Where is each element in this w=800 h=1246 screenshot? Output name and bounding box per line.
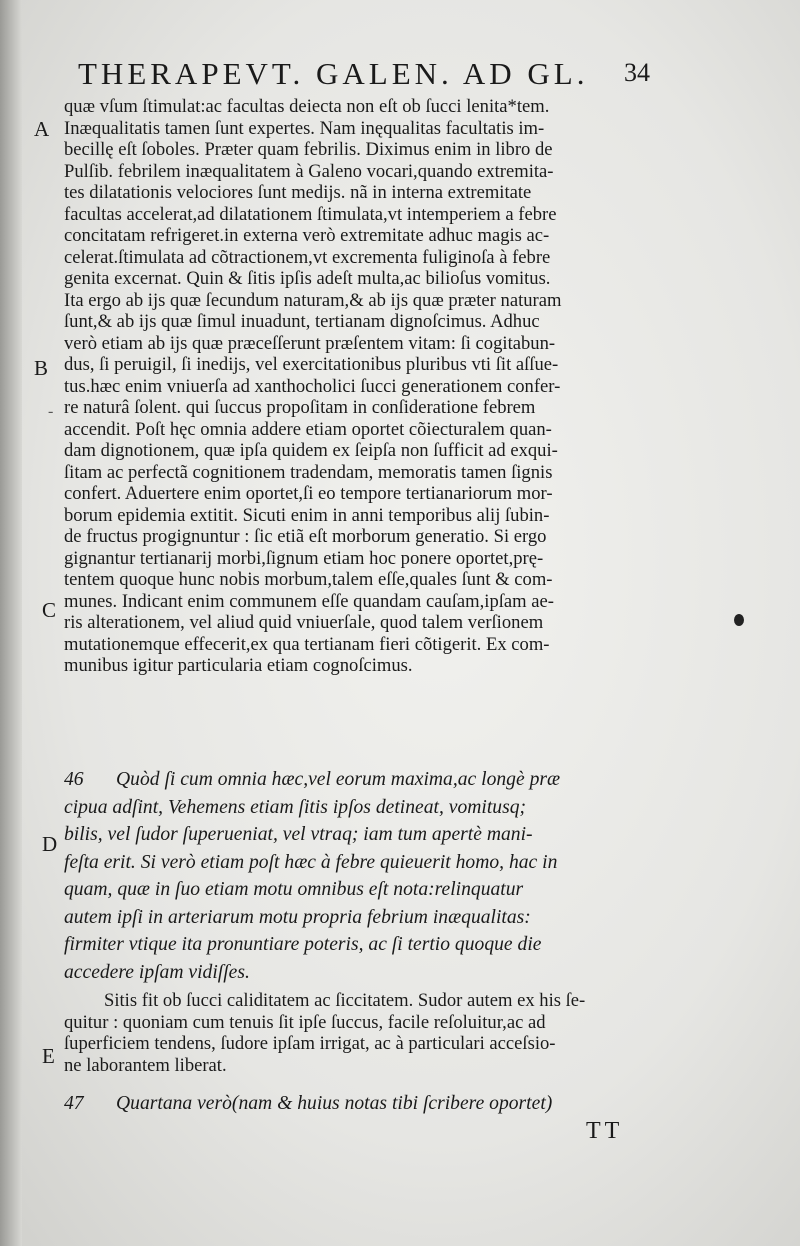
page-number: 34 <box>624 58 650 87</box>
text-line: ſunt,& ab ijs quæ ſimul inuadunt, tertianam dignoſcimus. Adhuc <box>64 311 540 332</box>
margin-letter-b: B <box>34 356 49 380</box>
text-line: gignantur tertianarij morbi,ſignum etiam hoc ponere oportet,prę- <box>64 547 544 569</box>
running-header: THERAPEVT. GALEN. AD GL. <box>78 56 589 91</box>
text-line: verò etiam ab ijs quæ præceſſerunt præſentem vitam: ſi cogitabun- <box>64 332 556 354</box>
italic-text: feſta erit. Si verò etiam poſt hæc à febre quieuerit homo, hac in <box>64 851 558 873</box>
text-line: tus.hæc enim vniuerſa ad xanthocholici ſucci generationem confer- <box>64 375 561 397</box>
text-line: becillę eſt ſoboles. Præter quam febrilis. Diximus enim in libro de <box>64 139 553 160</box>
italic-text-line <box>64 821 684 849</box>
text-line: mutationemque effecerit,ex qua tertianam fieri cõtigerit. Ex com- <box>64 633 550 655</box>
text-line: re naturâ ſolent. qui ſuccus propoſitam in conſideratione febrem <box>64 397 536 418</box>
text-line: ſitam ac perfectã cognitionem tradendam, memoratis tamen ſignis <box>64 461 553 483</box>
text-line: munibus igitur particularia etiam cognoſcimus. <box>64 655 413 676</box>
text-line: concitatam refrigeret.in externa verò extremitate adhuc magis ac- <box>64 225 550 246</box>
text-line: Inæqualitatis tamen ſunt expertes. Nam inęqualitas facultatis im- <box>64 117 545 139</box>
italic-text-line <box>64 959 684 987</box>
margin-letter-d: D <box>42 832 58 856</box>
italic-text-line <box>64 876 684 904</box>
text-line: quitur : quoniam cum tenuis ſit ipſe ſuccus, facile reſoluitur,ac ad <box>64 1011 546 1033</box>
catchword: TT <box>586 1118 624 1144</box>
text-line: ris alterationem, vel aliud quid vniuerſale, quod talem verſionem <box>64 612 544 633</box>
italic-text-line <box>64 904 684 932</box>
section-number: 46 <box>64 769 84 790</box>
margin-letter-a: A <box>34 117 50 141</box>
section-number: 47 <box>64 1093 84 1114</box>
ink-blot <box>734 614 744 626</box>
text-line: tes dilatationis velociores ſunt medijs. nã in interna extremitate <box>64 182 532 203</box>
text-line: dus, ſi peruigil, ſi inedijs, vel exercitationibus pluribus vti ſit aſſue- <box>64 354 559 375</box>
text-line: accendit. Poſt hęc omnia addere etiam oportet cõiecturalem quan- <box>64 418 552 440</box>
italic-text-line <box>64 1090 684 1118</box>
pencil-mark: - <box>48 403 54 420</box>
text-line: confert. Aduertere enim oportet,ſi eo tempore tertianariorum mor- <box>64 483 553 504</box>
text-line: munes. Indicant enim communem eſſe quandam cauſam,ipſam ae- <box>64 590 554 612</box>
text-line: facultas accelerat,ad dilatationem ſtimulata,vt intemperiem a febre <box>64 203 557 225</box>
italic-text-line <box>64 794 684 822</box>
text-line: celerat.ſtimulata ad cõtractionem,vt excrementa fuliginoſa à febre <box>64 246 551 268</box>
text-line: Ita ergo ab ijs quæ ſecundum naturam,& ab ijs quæ præter naturam <box>64 289 562 311</box>
section-47 <box>64 1090 684 1118</box>
text-line: ne laborantem liberat. <box>64 1054 227 1076</box>
text-line: de fructus progignuntur : ſic etiã eſt morborum generatio. Si ergo <box>64 526 547 547</box>
italic-text: cipua adſint, Vehemens etiam ſitis ipſos detineat, vomitusq; <box>64 796 527 818</box>
text-line: quæ vſum ſtimulat:ac facultas deiecta non eſt ob ſucci lenita*tem. <box>64 96 550 117</box>
italic-text: firmiter vtique ita pronuntiare poteris, ac ſi tertio quoque die <box>64 934 542 955</box>
italic-text: quam, quæ in ſuo etiam motu omnibus eſt nota:relinquatur <box>64 879 524 900</box>
italic-text: Quartana verò(nam & huius notas tibi ſcribere oportet) <box>116 1093 553 1114</box>
margin-letter-e: E <box>42 1044 55 1068</box>
body-text-1 <box>64 96 684 677</box>
text-line: Sitis fit ob ſucci caliditatem ac ſiccitatem. Sudor autem ex his ſe- <box>104 990 586 1011</box>
section-46 <box>64 766 684 986</box>
italic-text-line <box>64 849 684 877</box>
margin-letter-c: C <box>42 598 57 622</box>
text-line: Pulſib. febrilem inæqualitatem à Galeno vocari,quando extremita- <box>64 160 554 182</box>
italic-text: Quòd ſi cum omnia hæc,vel eorum maxima,ac longè præ <box>116 769 561 790</box>
body-text-2 <box>64 990 684 1076</box>
text-line: dam dignotionem, quæ ipſa quidem ex ſeipſa non ſufficit ad exqui- <box>64 440 558 461</box>
italic-text: autem ipſi in arteriarum motu propria febrium inæqualitas: <box>64 906 531 928</box>
text-line: genita excernat. Quin & ſitis ipſis adeſt multa,ac bilioſus vomitus. <box>64 268 551 289</box>
text-line: tentem quoque hunc nobis morbum,talem eſſe,quales ſunt & com- <box>64 569 553 590</box>
italic-text: bilis, vel ſudor ſuperueniat, vel vtraq; iam tum apertè mani- <box>64 824 533 845</box>
text-line: borum epidemia extitit. Sicuti enim in anni temporibus alij ſubin- <box>64 504 550 526</box>
italic-text: accedere ipſam vidiſſes. <box>64 961 250 983</box>
text-line: ſuperficiem tendens, ſudore ipſam irrigat, ac à particulari acceſsio- <box>64 1033 556 1054</box>
gutter-shadow <box>0 0 22 1246</box>
italic-text-line <box>64 766 684 794</box>
italic-text-line <box>64 931 684 959</box>
